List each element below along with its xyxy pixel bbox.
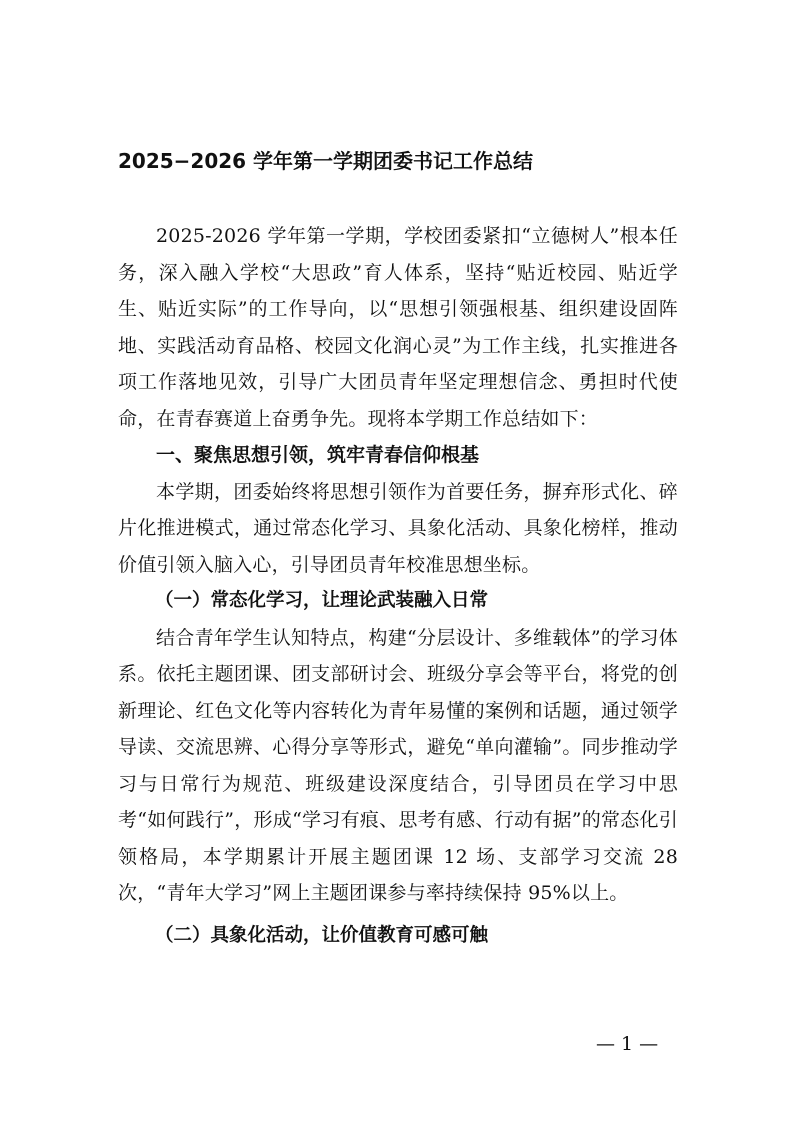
section-heading-1: 一、聚焦思想引领，筑牢青春信仰根基 bbox=[156, 444, 480, 466]
subsection-heading-1: （一）常态化学习，让理论武装融入日常 bbox=[155, 590, 489, 611]
subsection-1-paragraph: 结合青年学生认知特点，构建“分层设计、多维载体”的学习体系。依托主题团课、团支部研讨会、班级分享会等平台，将党的创新理论、红色文化等内容转化为青年易懂的案例和话题，通过领学导读、交流思辨、心得分享等形式，避免“单向灌输”。同步推动学习与日常行为规范、班级建设深度结合，引导团员在学习中思考“如何践行”，形成“学习有痕、思考有感、行动有据”的常态化引领格局，本学期累计开展主题团课 12 场、支部学习交流 28 次，“青年大学习”网上主题团课参与率持续保持 95%以上。 bbox=[118, 626, 678, 904]
section-1-paragraph: 本学期，团委始终将思想引领作为首要任务，摒弃形式化、碎片化推进模式，通过常态化学习、具象化活动、具象化榜样，推动价值引领入脑入心，引导团员青年校准思想坐标。 bbox=[118, 480, 678, 576]
intro-paragraph: 2025-2026 学年第一学期，学校团委紧扣“立德树人”根本任务，深入融入学校“大思政”育人体系，坚持“贴近校园、贴近学生、贴近实际”的工作导向，以“思想引领强根基、组织建设固阵地、实践活动育品格、校园文化润心灵”为工作主线，扎实推进各项工作落地见效，引导广大团员青年坚定理想信念、勇担时代使命，在青春赛道上奋勇争先。现将本学期工作总结如下： bbox=[118, 225, 678, 430]
document-title: 2025−2026 学年第一学期团委书记工作总结 bbox=[118, 149, 534, 173]
subsection-heading-2: （二）具象化活动，让价值教育可感可触 bbox=[155, 924, 489, 946]
document-body bbox=[118, 218, 678, 954]
page-number: — 1 — bbox=[596, 1033, 659, 1055]
